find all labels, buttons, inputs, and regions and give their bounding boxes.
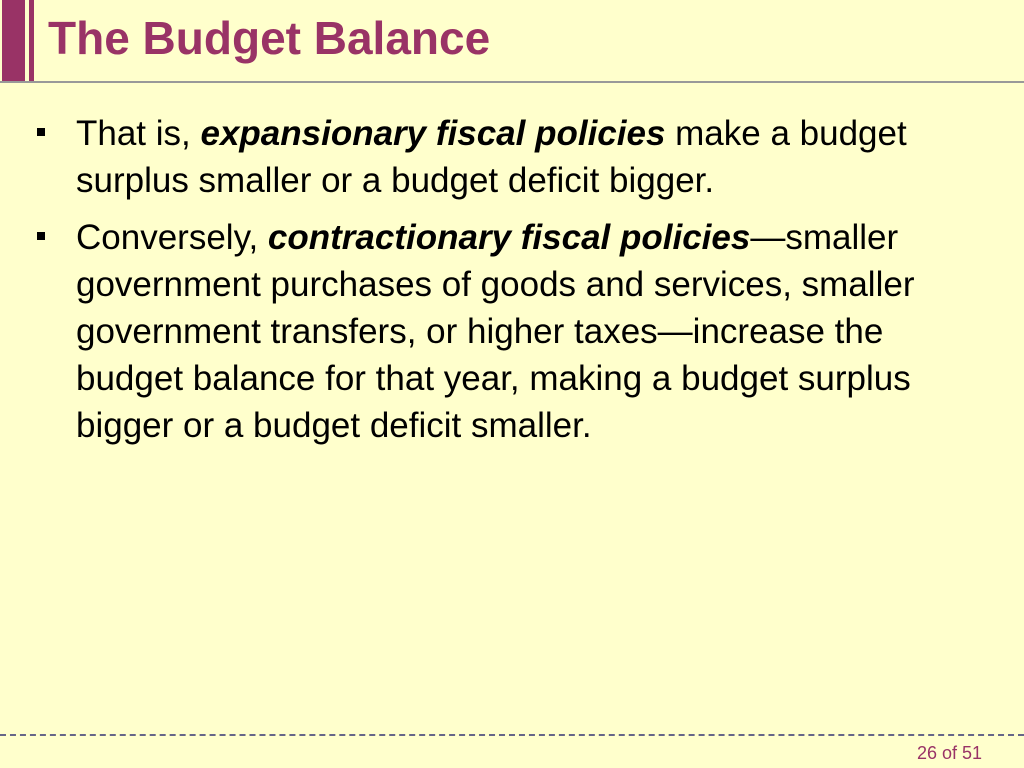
bullet-item — [0, 214, 1024, 449]
bullet-text: make a budget surplus smaller or a budget deficit bigger. — [76, 114, 907, 200]
title-accent-bar — [0, 0, 25, 82]
slide-title: The Budget Balance — [48, 12, 491, 64]
title-accent-inner-bar — [29, 0, 34, 82]
square-bullet-icon — [37, 128, 45, 136]
bullet-emphasis: contractionary fiscal policies — [267, 218, 751, 257]
bullet-emphasis: expansionary fiscal policies — [200, 114, 666, 153]
footer-divider — [0, 734, 1024, 736]
title-divider — [0, 81, 1024, 83]
title-accent-stripe — [0, 0, 2, 82]
bullet-text: —smaller government purchases of goods and services, smaller government transfers, or higher taxes—increase the budget balance for that year, making a budget surplus bigger or a budget deficit smaller. — [76, 218, 915, 445]
slide-content — [0, 110, 1024, 459]
page-number: 26 of 51 — [916, 743, 982, 763]
bullet-text: Conversely, — [76, 218, 268, 257]
bullet-text: That is, — [76, 114, 201, 153]
bullet-item — [0, 110, 1024, 204]
square-bullet-icon — [37, 232, 45, 240]
